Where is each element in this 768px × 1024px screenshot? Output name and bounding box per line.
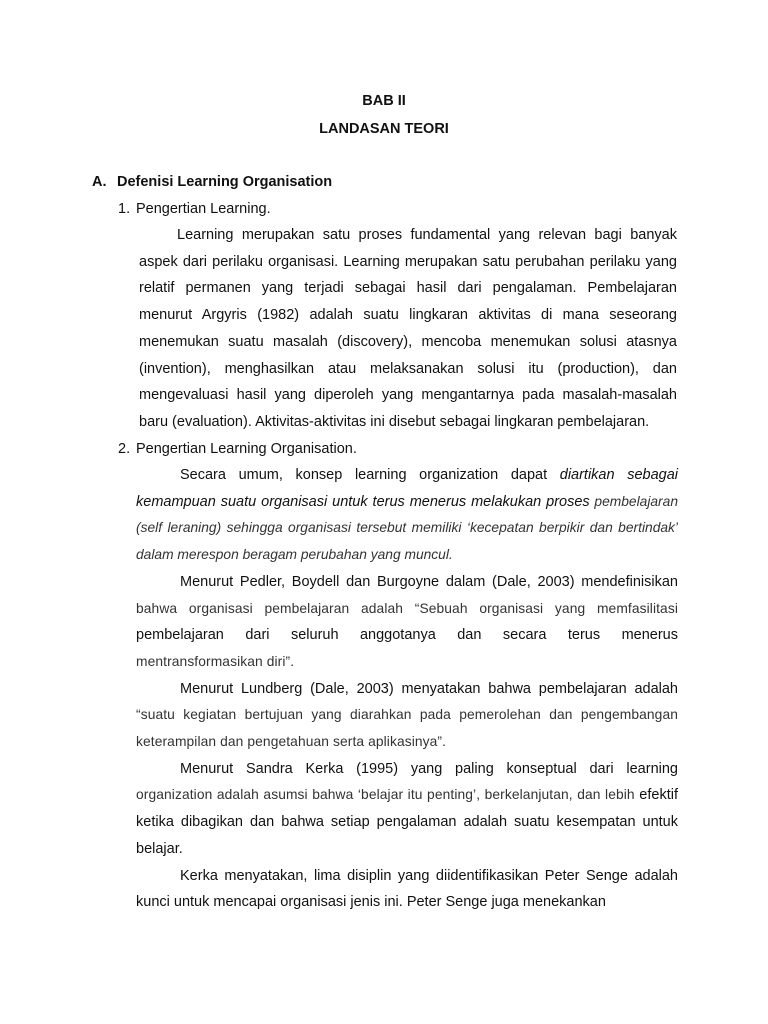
text-run: Menurut Lundberg (Dale, 2003) menyatakan bahwa pembelajaran adalah [180, 680, 678, 697]
text-run: Menurut Pedler, Boydell dan Burgoyne dalam (Dale, 2003) mendefinisikan [180, 573, 678, 590]
chapter-title: LANDASAN TEORI [319, 121, 449, 137]
text-run: pembelajaran dari seluruh anggotanya dan secara terus menerus [136, 627, 678, 644]
text-run: efektif ketika dibagikan dan bahwa setiap pengalaman adalah suatu kesempatan untuk belajar. [136, 787, 678, 857]
text-run: Secara umum, konsep learning organization dapat [180, 467, 560, 483]
paragraph-definition [136, 462, 678, 569]
subheading-number: 1. [118, 201, 131, 217]
paragraph-pedler [136, 569, 678, 676]
subheading-number: 2. [118, 441, 131, 457]
paragraph-lundberg [136, 676, 678, 756]
paragraph-text: Learning merupakan satu proses fundamental yang relevan bagi banyak aspek dari perilaku organisasi. Learning merupakan satu perubahan perilaku yang relatif permanen yang terjadi sebagai hasil dari pengalaman. Pembelajaran menurut Argyris (1982) adalah suatu lingkaran aktivitas di mana seseorang menemukan suatu masalah (discovery), mencoba menemukan solusi atasnya (invention), menghasilkan atau melaksanakan solusi itu (production), dan mengevaluasi hasil yang diperoleh yang mengantarnya pada masalah-masalah baru (evaluation). Aktivitas-aktivitas ini disebut sebagai lingkaran pembelajaran. [139, 227, 677, 430]
text-run: mentransformasikan diri”. [136, 653, 295, 669]
learning-organisation-body [136, 462, 678, 916]
subheading-title: Pengertian Learning Organisation. [136, 441, 357, 457]
text-run: “suatu kegiatan bertujuan yang diarahkan pada pemerolehan dan pengembangan keterampilan dan pengetahuan serta aplikasinya”. [136, 707, 678, 750]
text-run: Menurut Sandra Kerka (1995) yang paling konseptual dari learning [180, 760, 678, 777]
chapter-number: BAB II [362, 93, 406, 109]
text-run-italic: diartikan sebagai kemampuan suatu organisasi untuk terus menerus melakukan proses [136, 467, 678, 510]
subheading-learning [118, 201, 271, 217]
text-run: bahwa organisasi pembelajaran adalah “Sebuah organisasi yang memfasilitasi [136, 600, 678, 616]
section-letter: A. [92, 174, 107, 190]
section-heading [92, 174, 332, 190]
subheading-learning-organisation [118, 441, 357, 457]
paragraph-learning [139, 222, 677, 436]
subheading-title: Pengertian Learning. [136, 201, 271, 217]
text-run: organization adalah asumsi bahwa ‘belajar itu penting’, berkelanjutan, dan lebih [136, 787, 635, 803]
section-title: Defenisi Learning Organisation [117, 174, 333, 190]
paragraph-senge: Kerka menyatakan, lima disiplin yang diidentifikasikan Peter Senge adalah kunci untuk mencapai organisasi jenis ini. Peter Senge juga menekankan [136, 867, 678, 911]
text-run-italic: pembelajaran (self leraning) sehingga organisasi tersebut memiliki ‘kecepatan berpikir dan bertindak’ dalam merespon beragam perubahan yang muncul. [136, 493, 678, 563]
paragraph-kerka [136, 756, 678, 863]
